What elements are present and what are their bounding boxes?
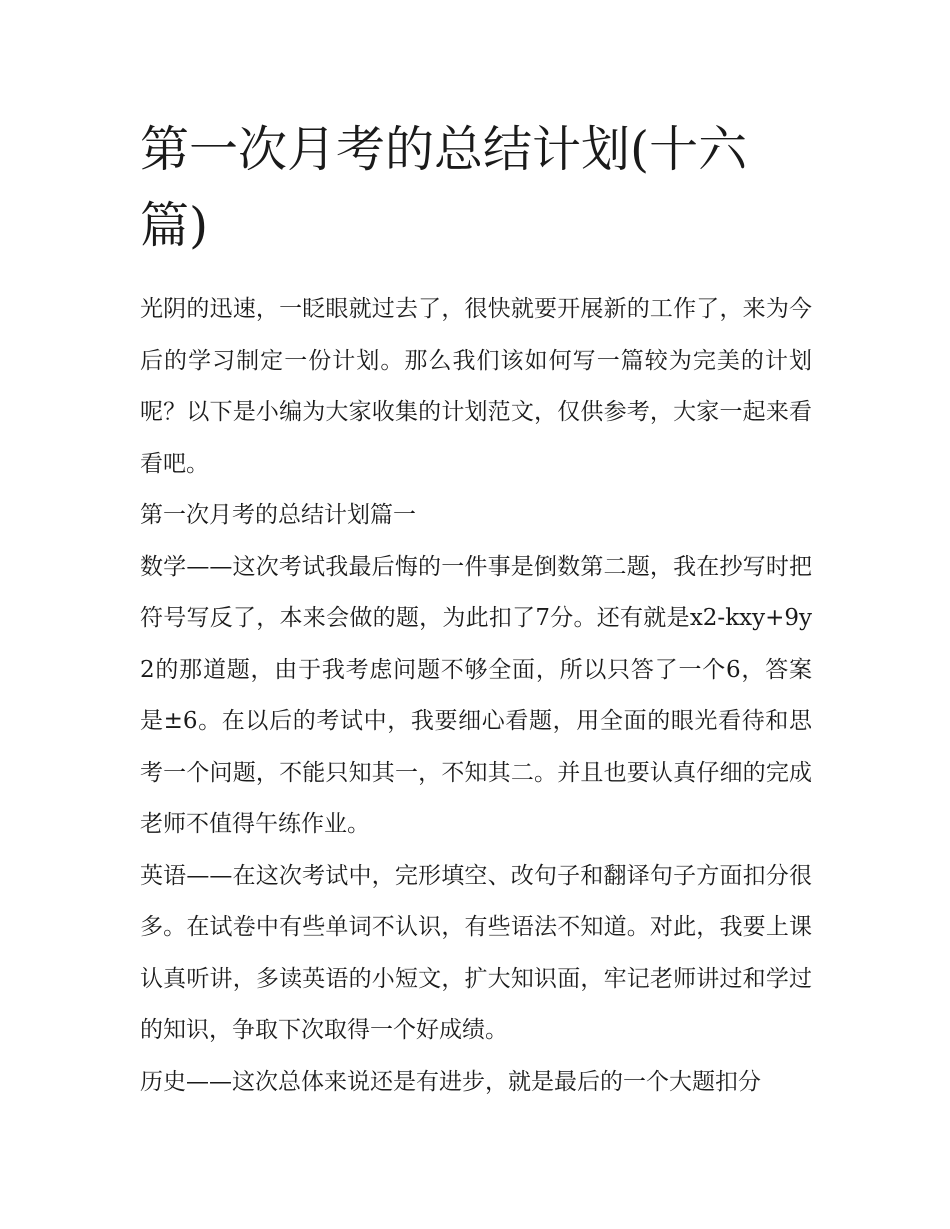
english-paragraph: 英语——在这次考试中，完形填空、改句子和翻译句子方面扣分很多。在试卷中有些单词不认识，有些语法不知道。对此，我要上课认真听讲，多读英语的小短文，扩大知识面，牢记老师讲过和学过的知识，争取下次取得一个好成绩。 — [140, 862, 812, 1043]
section-heading: 第一次月考的总结计划篇一 — [140, 502, 416, 528]
document-page — [140, 112, 812, 1108]
math-paragraph: 数学——这次考试我最后悔的一件事是倒数第二题，我在抄写时把符号写反了，本来会做的题，为此扣了7分。还有就是x2-kxy+9y2的那道题，由于我考虑问题不够全面，所以只答了一个6，答案是±6。在以后的考试中，我要细心看题，用全面的眼光看待和思考一个问题，不能只知其一，不知其二。并且也要认真仔细的完成老师不值得午练作业。 — [140, 553, 812, 837]
intro-paragraph: 光阴的迅速，一眨眼就过去了，很快就要开展新的工作了，来为今后的学习制定一份计划。那么我们该如何写一篇较为完美的计划呢？以下是小编为大家收集的计划范文，仅供参考，大家一起来看看吧。 — [140, 296, 812, 477]
document-title: 第一次月考的总结计划(十六篇) — [140, 121, 748, 254]
history-paragraph: 历史——这次总体来说还是有进步，就是最后的一个大题扣分 — [140, 1068, 761, 1095]
